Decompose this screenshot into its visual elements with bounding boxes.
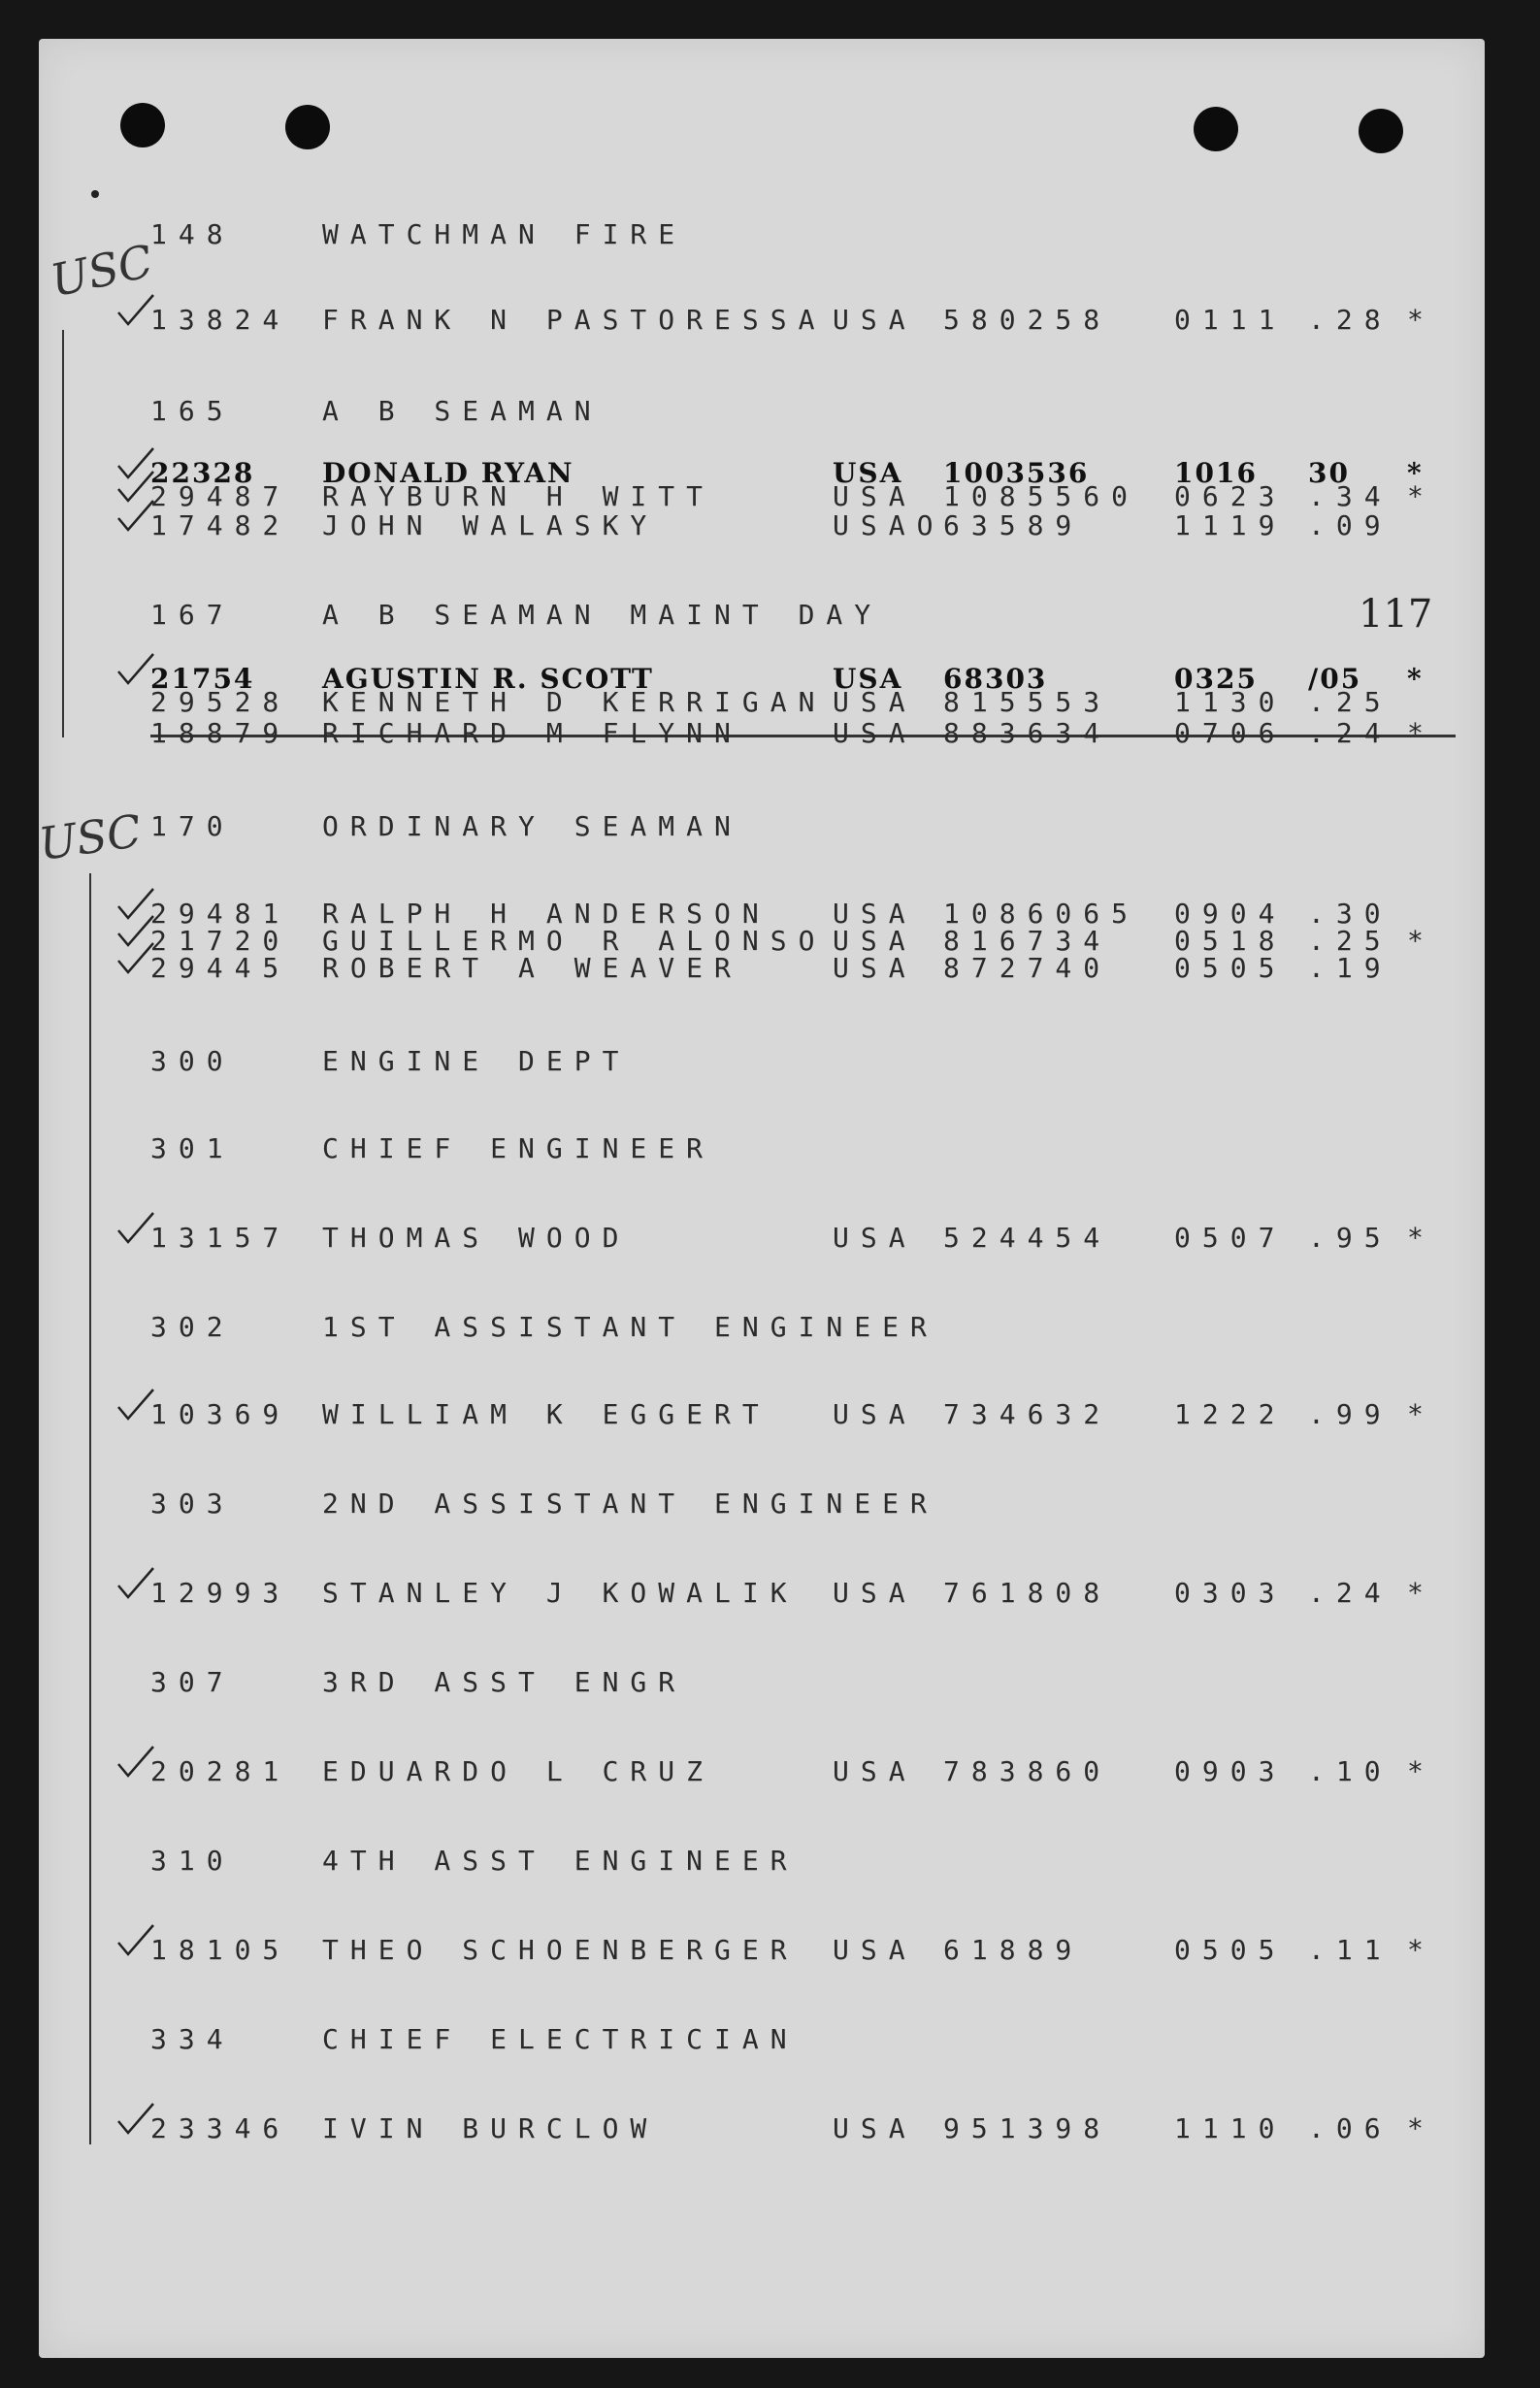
checkmark-icon (115, 1386, 157, 1424)
document-number: 524454 (943, 1222, 1112, 1254)
position-code: 13157 (150, 1222, 291, 1254)
crew-name: THOMAS WOOD (322, 1222, 631, 1254)
document-number: 61889 (943, 1934, 1084, 1966)
document-number: 1086065 (943, 898, 1140, 930)
section-heading-row (0, 392, 1540, 431)
position-code: 17482 (150, 509, 291, 541)
star-mark: * (1407, 925, 1435, 957)
star-mark: * (1407, 480, 1435, 512)
crew-entry-row (0, 949, 1540, 988)
crew-name: STANLEY J KOWALIK (322, 1577, 799, 1609)
position-code: 20281 (150, 1755, 291, 1787)
star-mark: * (1407, 717, 1435, 749)
position-code: 29528 (150, 686, 291, 718)
section-heading-row (0, 2020, 1540, 2059)
checkmark-icon (115, 1921, 157, 1960)
crew-name: DONALD RYAN (322, 457, 574, 489)
crew-entry-row (0, 1574, 1540, 1613)
document-number: 580258 (943, 304, 1112, 336)
crew-name: RAYBURN H WITT (322, 480, 715, 512)
document-number: 1003536 (943, 457, 1090, 489)
crew-entry-row (0, 507, 1540, 545)
document-number: 951398 (943, 2112, 1112, 2144)
date-code: 0303 (1174, 1577, 1287, 1609)
position-code: 165 (150, 395, 235, 427)
punch-hole (285, 105, 330, 149)
position-code: 29487 (150, 480, 291, 512)
crew-name: ROBERT A WEAVER (322, 952, 742, 984)
section-heading-row (0, 1663, 1540, 1702)
rate-value: .11 (1308, 1934, 1393, 1966)
checkmark-icon (115, 1564, 157, 1603)
citizenship: USA (833, 925, 917, 957)
section-heading-row (0, 1842, 1540, 1881)
star-mark: * (1407, 2112, 1435, 2144)
citizenship: USA (833, 1398, 917, 1430)
document-number: 1085560 (943, 480, 1140, 512)
star-mark: * (1407, 663, 1424, 695)
star-mark: * (1407, 1222, 1435, 1254)
checkmark-icon (115, 1209, 157, 1248)
position-code: 23346 (150, 2112, 291, 2144)
position-code: 13824 (150, 304, 291, 336)
section-heading-row (0, 1042, 1540, 1081)
document-number: 872740 (943, 952, 1112, 984)
rate-value: .06 (1308, 2112, 1393, 2144)
section-title: A B SEAMAN MAINT DAY (322, 599, 883, 631)
rate-value: .10 (1308, 1755, 1393, 1787)
position-code: 300 (150, 1045, 235, 1077)
checkmark-icon (115, 1743, 157, 1782)
crew-name: KENNETH D KERRIGAN (322, 686, 827, 718)
position-code: 301 (150, 1132, 235, 1164)
rate-value: .95 (1308, 1222, 1393, 1254)
section-heading-row (0, 1485, 1540, 1523)
star-mark: * (1407, 304, 1435, 336)
date-code: 1222 (1174, 1398, 1287, 1430)
position-code: 22328 (150, 457, 255, 489)
document-number: 883634 (943, 717, 1112, 749)
crew-name: JOHN WALASKY (322, 509, 659, 541)
checkmark-icon (115, 2100, 157, 2139)
date-code: 0505 (1174, 1934, 1287, 1966)
margin-note: USC (35, 803, 145, 871)
ink-dot (91, 190, 99, 198)
position-code: 21720 (150, 925, 291, 957)
section-title: 2ND ASSISTANT ENGINEER (322, 1488, 938, 1520)
star-mark: * (1407, 1755, 1435, 1787)
date-code: 0518 (1174, 925, 1287, 957)
citizenship: USA (833, 1577, 917, 1609)
date-code: 0706 (1174, 717, 1287, 749)
section-title: WATCHMAN FIRE (322, 218, 687, 250)
punch-hole (1194, 107, 1238, 151)
position-code: 148 (150, 218, 235, 250)
date-code: 1119 (1174, 509, 1287, 541)
citizenship: USAO (833, 509, 945, 541)
citizenship: USA (833, 898, 917, 930)
citizenship: USA (833, 663, 903, 695)
section-title: 4TH ASST ENGINEER (322, 1845, 799, 1877)
position-code: 334 (150, 2023, 235, 2055)
crew-entry-row (0, 2110, 1540, 2148)
document-number: 816734 (943, 925, 1112, 957)
rate-value: /05 (1308, 663, 1362, 695)
section-heading-row (0, 1308, 1540, 1347)
date-code: 0903 (1174, 1755, 1287, 1787)
rate-value: .24 (1308, 717, 1393, 749)
star-mark: * (1407, 457, 1424, 489)
checkmark-icon (115, 497, 157, 536)
citizenship: USA (833, 304, 917, 336)
crew-name: WILLIAM K EGGERT (322, 1398, 770, 1430)
checkmark-icon (115, 291, 157, 330)
crew-name: IVIN BURCLOW (322, 2112, 659, 2144)
punch-hole (120, 103, 165, 147)
crew-name: AGUSTIN R. SCOTT (322, 663, 654, 695)
crew-name: RALPH H ANDERSON (322, 898, 770, 930)
crew-name: RICHARD M FLYNN (322, 717, 742, 749)
crew-entry-row (0, 1752, 1540, 1791)
citizenship: USA (833, 480, 917, 512)
page-number: 117 (1359, 592, 1433, 637)
section-title: 1ST ASSISTANT ENGINEER (322, 1311, 938, 1343)
position-code: 310 (150, 1845, 235, 1877)
section-title: ORDINARY SEAMAN (322, 810, 742, 842)
date-code: 1016 (1174, 457, 1258, 489)
star-mark: * (1407, 1577, 1435, 1609)
date-code: 0623 (1174, 480, 1287, 512)
position-code: 29445 (150, 952, 291, 984)
crew-name: FRANK N PASTORESSA (322, 304, 827, 336)
rate-value: .28 (1308, 304, 1393, 336)
rate-value: .19 (1308, 952, 1393, 984)
section-title: 3RD ASST ENGR (322, 1666, 687, 1698)
section-heading-row (0, 807, 1540, 846)
position-code: 10369 (150, 1398, 291, 1430)
crew-name: GUILLERMO R ALONSO (322, 925, 827, 957)
document-number: 815553 (943, 686, 1112, 718)
crew-name: THEO SCHOENBERGER (322, 1934, 799, 1966)
date-code: 0507 (1174, 1222, 1287, 1254)
position-code: 29481 (150, 898, 291, 930)
citizenship: USA (833, 2112, 917, 2144)
date-code: 0505 (1174, 952, 1287, 984)
rate-value: .34 (1308, 480, 1393, 512)
section-title: ENGINE DEPT (322, 1045, 631, 1077)
crew-entry-row (0, 1931, 1540, 1970)
document-number: 68303 (943, 663, 1048, 695)
rate-value: 30 (1308, 457, 1350, 489)
position-code: 12993 (150, 1577, 291, 1609)
crew-entry-row (0, 1395, 1540, 1434)
date-code: 0904 (1174, 898, 1287, 930)
position-code: 303 (150, 1488, 235, 1520)
position-code: 21754 (150, 663, 255, 695)
date-code: 0111 (1174, 304, 1287, 336)
star-mark: * (1407, 1934, 1435, 1966)
document-number: 63589 (943, 509, 1084, 541)
position-code: 18879 (150, 717, 291, 749)
ledger-sheet (39, 39, 1485, 2358)
margin-note: USC (46, 234, 157, 308)
document-number: 783860 (943, 1755, 1112, 1787)
section-title: CHIEF ENGINEER (322, 1132, 715, 1164)
section-heading-row (0, 596, 1540, 635)
date-code: 1130 (1174, 686, 1287, 718)
rate-value: .25 (1308, 925, 1393, 957)
rate-value: .24 (1308, 1577, 1393, 1609)
citizenship: USA (833, 717, 917, 749)
date-code: 0325 (1174, 663, 1258, 695)
crew-entry-row (0, 1219, 1540, 1258)
citizenship: USA (833, 952, 917, 984)
section-heading-row (0, 215, 1540, 254)
citizenship: USA (833, 1934, 917, 1966)
position-code: 302 (150, 1311, 235, 1343)
citizenship: USA (833, 686, 917, 718)
rate-value: .25 (1308, 686, 1393, 718)
document-number: 734632 (943, 1398, 1112, 1430)
date-code: 1110 (1174, 2112, 1287, 2144)
section-title: CHIEF ELECTRICIAN (322, 2023, 799, 2055)
position-code: 170 (150, 810, 235, 842)
rate-value: .30 (1308, 898, 1393, 930)
crew-entry-row (0, 714, 1540, 753)
checkmark-icon (115, 939, 157, 978)
crew-name: EDUARDO L CRUZ (322, 1755, 715, 1787)
document-number: 761808 (943, 1577, 1112, 1609)
section-heading-row (0, 1129, 1540, 1168)
rate-value: .99 (1308, 1398, 1393, 1430)
position-code: 307 (150, 1666, 235, 1698)
position-code: 18105 (150, 1934, 291, 1966)
section-title: A B SEAMAN (322, 395, 603, 427)
star-mark: * (1407, 1398, 1435, 1430)
citizenship: USA (833, 457, 903, 489)
citizenship: USA (833, 1222, 917, 1254)
punch-hole (1359, 109, 1403, 153)
rate-value: .09 (1308, 509, 1393, 541)
crew-entry-row (0, 301, 1540, 340)
position-code: 167 (150, 599, 235, 631)
citizenship: USA (833, 1755, 917, 1787)
